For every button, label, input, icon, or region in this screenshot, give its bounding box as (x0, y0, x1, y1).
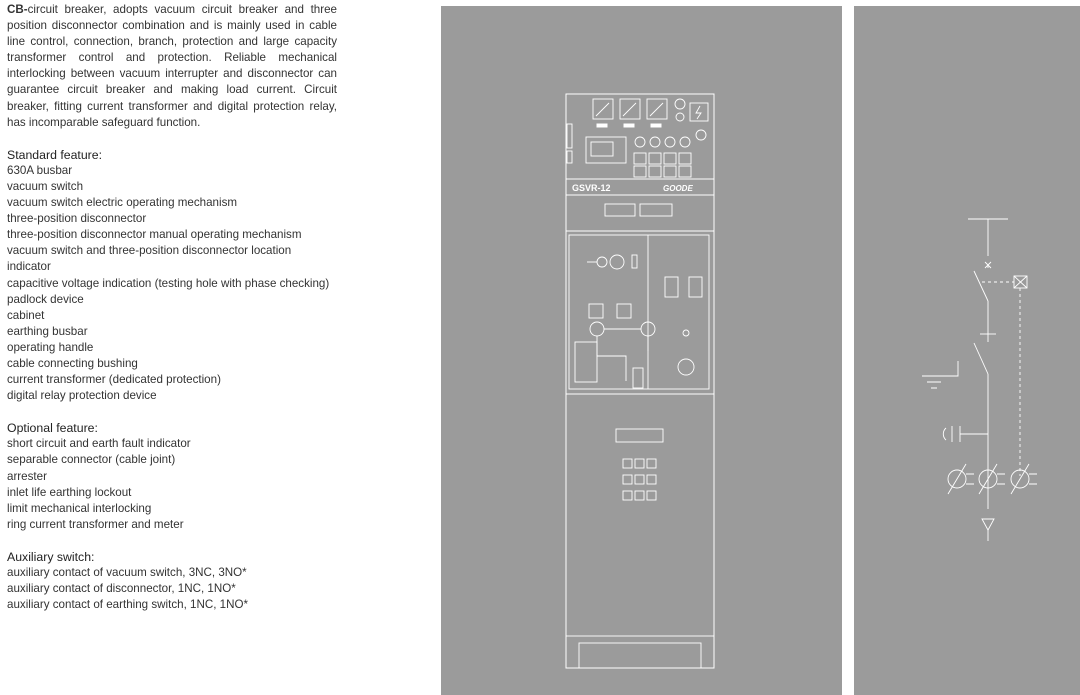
auxiliary-switch-heading: Auxiliary switch: (7, 549, 95, 564)
vacuum-switch-blade (974, 271, 988, 301)
intro-paragraph (7, 2, 337, 131)
meter-label (651, 124, 661, 127)
lightning-warning-icon (690, 103, 708, 121)
list-item: arrester (7, 469, 47, 483)
ammeter-group (593, 99, 667, 127)
indicator-lamp (675, 99, 685, 109)
current-transformer-symbols (948, 464, 1037, 494)
padlock-device (678, 359, 694, 375)
text-column (7, 2, 337, 613)
earthing-symbol (922, 361, 958, 388)
knob (696, 130, 706, 140)
relay-screen (591, 142, 613, 156)
standard-feature-list (7, 163, 337, 404)
standard-feature-section (7, 147, 337, 405)
list-item: earthing busbar (7, 324, 88, 338)
list-item: three-position disconnector manual operating mechanism (7, 228, 302, 242)
indicator-lamp (676, 113, 684, 121)
standard-feature-heading: Standard feature: (7, 147, 103, 162)
list-item: cabinet (7, 308, 45, 322)
optional-feature-section (7, 420, 337, 533)
viewing-window (616, 429, 663, 442)
cabinet-drawing (441, 6, 842, 695)
list-item: auxiliary contact of earthing switch, 1NC, 1NO* (7, 598, 248, 612)
meter-label (597, 124, 607, 127)
list-item: cable connecting bushing (7, 356, 138, 370)
protection-relay-display (586, 137, 626, 163)
intro-lead: CB- (7, 3, 28, 16)
hinge (567, 151, 572, 163)
instruction-plate (575, 342, 597, 382)
model-label: GSVR-12 (572, 183, 611, 193)
list-item: 630A busbar (7, 163, 73, 177)
intro-text: circuit breaker, adopts vacuum circuit breaker and three position disconnector combination and is mainly used in cable line control, connection, branch, protection and large capacity transformer control and protection. Reliable mechanical interlocking between vacuum interrupter and disconnector can guarantee circuit breaker and making load current. Circuit breaker, fitting current transformer and digital protection relay, has incomparable safeguard function. (7, 3, 337, 129)
list-item: ring current transformer and meter (7, 517, 184, 531)
cable-compartment (566, 394, 714, 668)
optional-feature-heading: Optional feature: (7, 421, 98, 436)
list-item: current transformer (dedicated protection) (7, 373, 221, 387)
list-item: vacuum switch electric operating mechanism (7, 196, 238, 210)
list-item: separable connector (cable joint) (7, 453, 176, 467)
list-item: auxiliary contact of disconnector, 1NC, 1NO* (7, 582, 236, 596)
mechanism-panel (569, 235, 709, 389)
control-buttons (634, 137, 691, 177)
cable-termination-symbol (982, 519, 994, 530)
voltage-indicator (605, 204, 635, 216)
earthing-switch-hole (590, 322, 604, 336)
list-item: vacuum switch (7, 179, 84, 193)
list-item: digital relay protection device (7, 389, 157, 403)
cabinet-outline (566, 94, 714, 668)
capacitive-divider (943, 426, 988, 442)
meter-label (624, 124, 634, 127)
auxiliary-switch-section (7, 549, 337, 613)
list-item: short circuit and earth fault indicator (7, 437, 191, 451)
single-line-diagram (854, 6, 1080, 695)
hinge (567, 124, 572, 148)
position-indicator (640, 204, 672, 216)
list-item: three-position disconnector (7, 212, 147, 226)
list-item: inlet life earthing lockout (7, 485, 132, 499)
list-item: vacuum switch and three-position disconnector location indicator (7, 244, 292, 274)
brand-label: GOODE (663, 184, 693, 193)
ventilation-grid (623, 459, 656, 500)
list-item: operating handle (7, 340, 94, 354)
spring-indicator (610, 255, 624, 269)
cabinet-drawing-panel (441, 6, 842, 695)
list-item: padlock device (7, 292, 84, 306)
voltage-detector (665, 277, 678, 297)
list-item: auxiliary contact of vacuum switch, 3NC, 3NO* (7, 566, 247, 579)
operating-hole (597, 257, 607, 267)
cabinet-base (566, 636, 714, 668)
single-line-diagram-panel (854, 6, 1080, 695)
voltage-detector (689, 277, 702, 297)
auxiliary-switch-list (7, 565, 337, 613)
disconnector-blade (974, 343, 988, 374)
list-item: capacitive voltage indication (testing hole with phase checking) (7, 276, 330, 290)
mechanism-compartment (566, 231, 714, 394)
list-item: limit mechanical interlocking (7, 501, 152, 515)
optional-feature-list (7, 436, 337, 533)
